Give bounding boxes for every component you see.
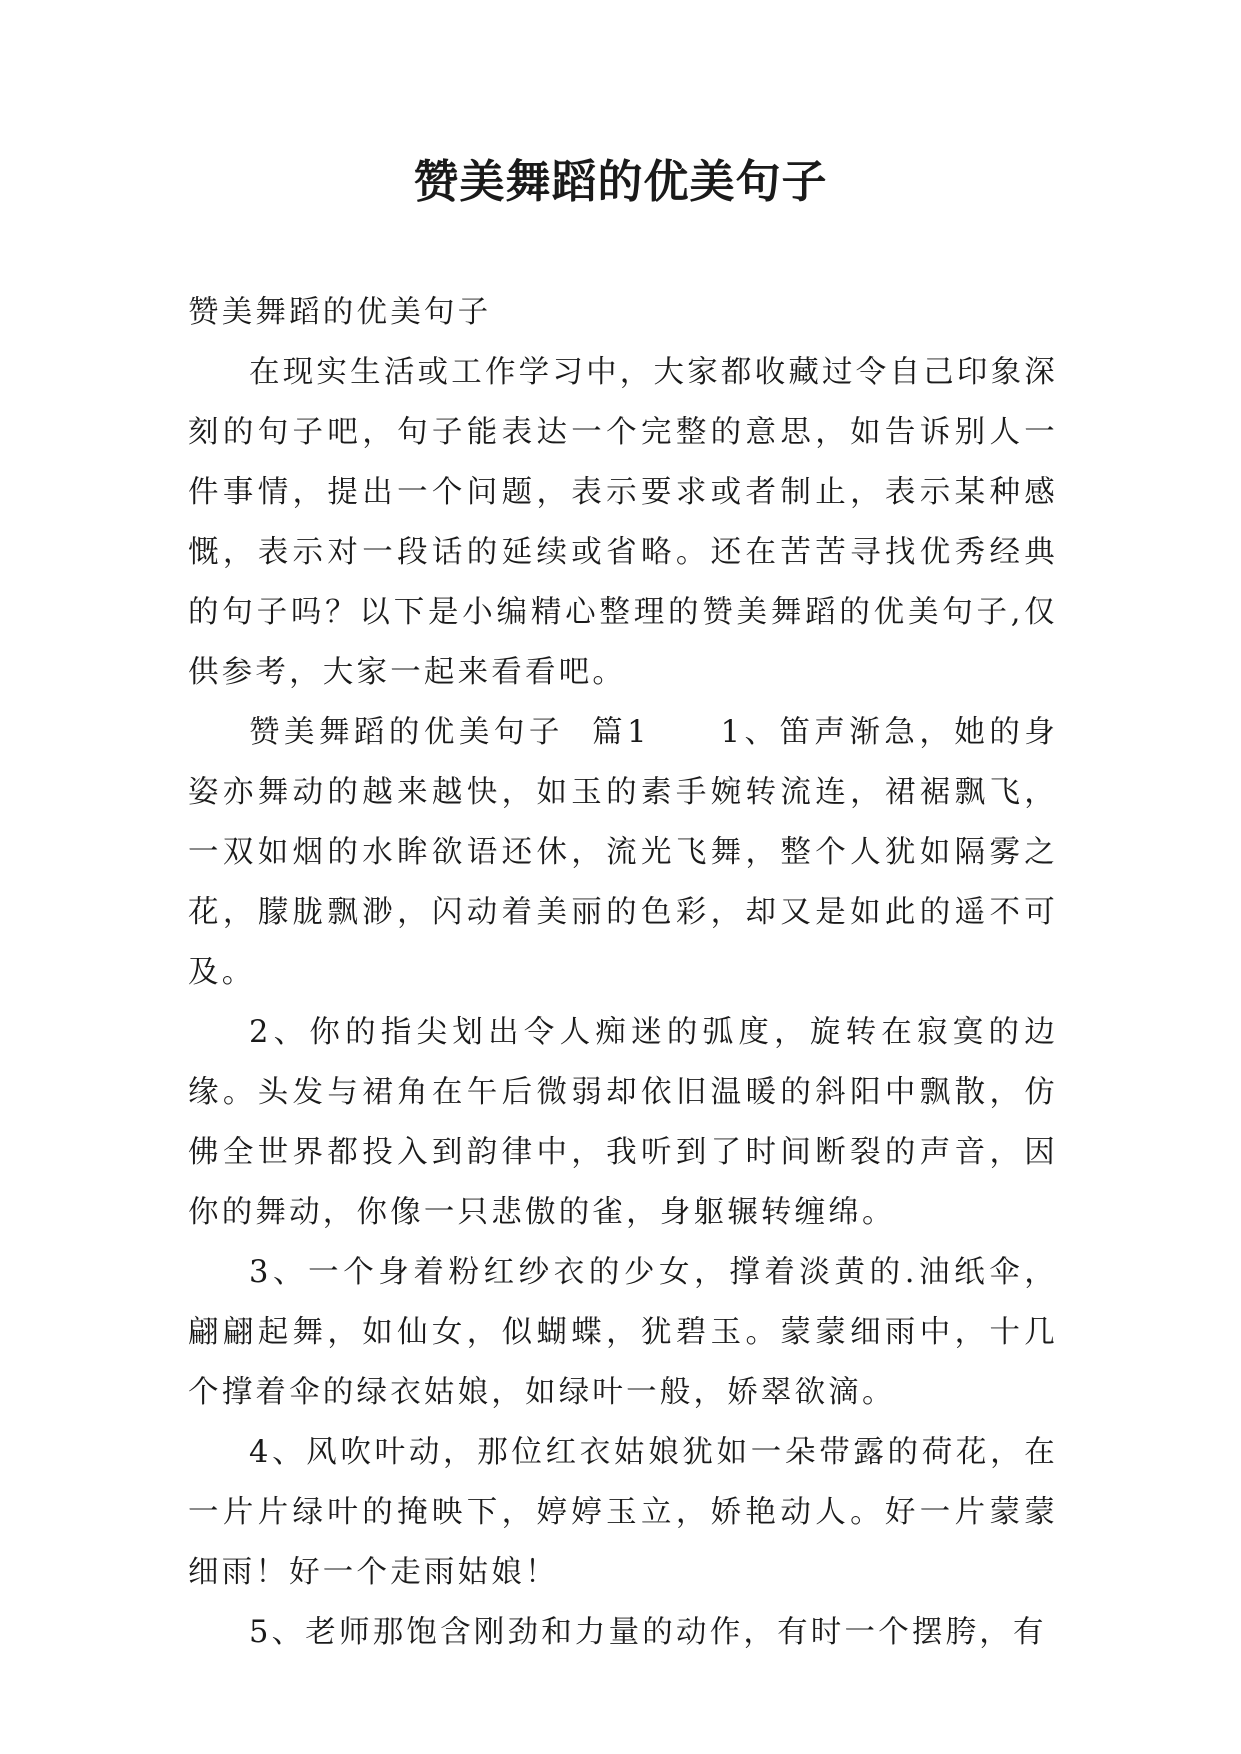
paragraph-sentence-2: 2、你的指尖划出令人痴迷的弧度，旋转在寂寞的边缘。头发与裙角在午后微弱却依旧温暖的斜阳中飘散，仿佛全世界都投入到韵律中，我听到了时间断裂的声音，因你的舞动，你像一只悲傲的雀，身躯辗转缠绵。 (188, 1015, 1058, 1230)
paragraph-sentence-3: 3、一个身着粉红纱衣的少女，撑着淡黄的.油纸伞，翩翩起舞，如仙女，似蝴蝶，犹碧玉。蒙蒙细雨中，十几个撑着伞的绿衣姑娘，如绿叶一般，娇翠欲滴。 (188, 1255, 1058, 1410)
paragraph-sentence-1: 赞美舞蹈的优美句子 篇1 1、笛声渐急，她的身姿亦舞动的越来越快，如玉的素手婉转流连，裙裾飘飞，一双如烟的水眸欲语还休，流光飞舞，整个人犹如隔雾之花，朦胧飘渺，闪动着美丽的色彩，却又是如此的遥不可及。 (188, 715, 1058, 990)
paragraph-sentence-5: 5、老师那饱含刚劲和力量的动作，有时一个摆胯，有 (249, 1615, 1047, 1650)
document-body (188, 283, 1058, 1663)
paragraph-sentence-4: 4、风吹叶动，那位红衣姑娘犹如一朵带露的荷花，在一片片绿叶的掩映下，婷婷玉立，娇艳动人。好一片蒙蒙细雨！好一个走雨姑娘！ (188, 1435, 1058, 1590)
paragraph-intro: 在现实生活或工作学习中，大家都收藏过令自己印象深刻的句子吧，句子能表达一个完整的意思，如告诉别人一件事情，提出一个问题，表示要求或者制止，表示某种感慨，表示对一段话的延续或省略。还在苦苦寻找优秀经典的句子吗？以下是小编精心整理的赞美舞蹈的优美句子,仅供参考，大家一起来看看吧。 (188, 355, 1058, 690)
document-title: 赞美舞蹈的优美句子 (413, 155, 828, 208)
document-subtitle: 赞美舞蹈的优美句子 (188, 295, 492, 330)
